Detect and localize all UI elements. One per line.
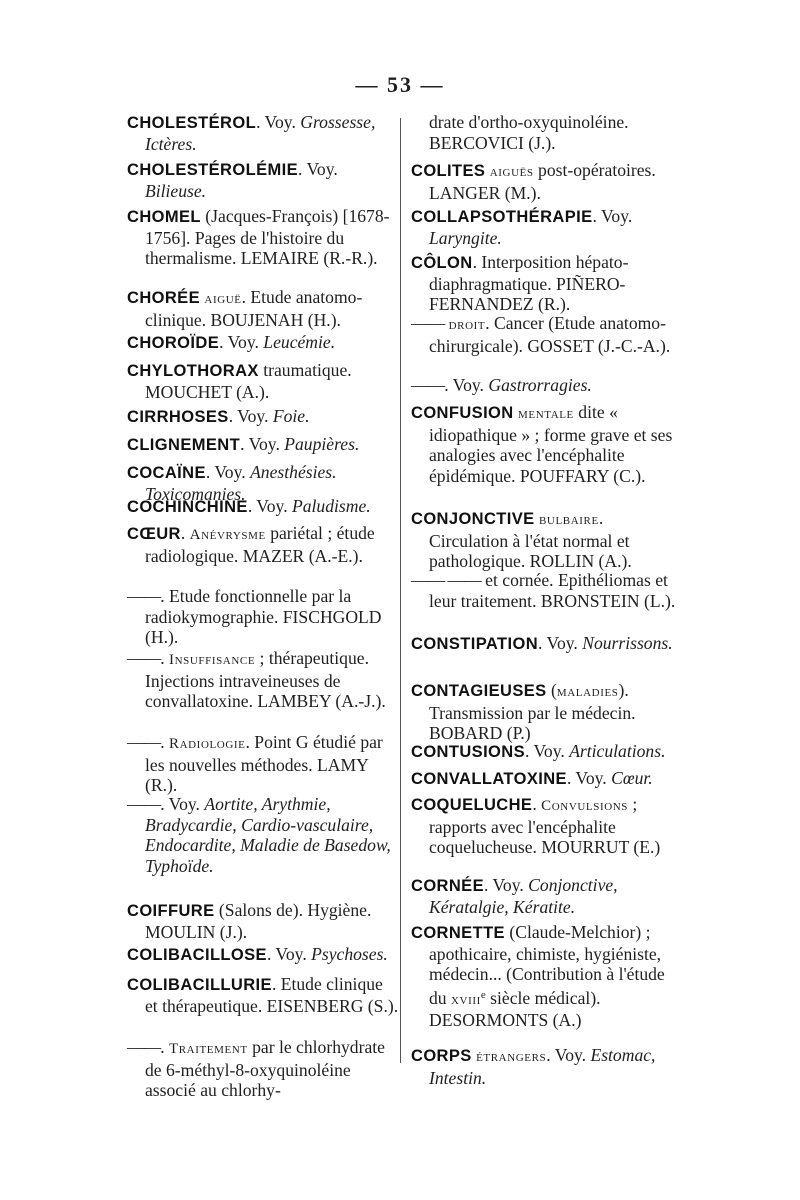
- entry-text: . Voy.: [160, 794, 205, 814]
- entry-text: . Interposition hépato-diaphragmatique. PIÑERO-FERNANDEZ (R.).: [429, 252, 629, 314]
- entry-heading: COCHINCHINE: [127, 498, 248, 516]
- entry-text: . Voy.: [298, 159, 338, 179]
- index-entry: [411, 570, 686, 611]
- entry-text: étrangers: [476, 1049, 547, 1065]
- entry-heading: CHOLESTÉROL: [127, 114, 257, 132]
- entry-heading: CHOMEL: [127, 208, 201, 226]
- entry-heading: CONFUSION: [411, 404, 514, 422]
- entry-text: par le chlorhydrate de 6-méthyl-8-oxyquinoléine associé au chlorhy-: [145, 1037, 385, 1100]
- entry-text: ——: [127, 732, 161, 752]
- index-entry: [411, 1045, 686, 1088]
- entry-heading: CLIGNEMENT: [127, 436, 241, 454]
- index-entry: [411, 160, 686, 203]
- entry-text: pariétal ; étude radiologique. MAZER (A.-E.).: [145, 523, 375, 566]
- entry-text: . Voy.: [484, 875, 529, 895]
- index-entry: [411, 633, 686, 655]
- entry-text: . Voy.: [205, 462, 251, 482]
- entry-text: aiguë: [204, 291, 242, 307]
- index-entry: [411, 741, 686, 763]
- entry-text: ——: [127, 648, 161, 668]
- entry-text: ——: [411, 313, 445, 333]
- entry-heading: CORPS: [411, 1047, 472, 1065]
- entry-text: . Voy.: [546, 1045, 591, 1065]
- entry-text: ——: [127, 586, 161, 606]
- entry-text: maladies: [556, 684, 619, 700]
- entry-text: . Etude clinique et thérapeutique. EISENBERG (S.).: [145, 974, 399, 1016]
- entry-text: droit: [448, 317, 486, 333]
- entry-text: . Voy.: [228, 406, 273, 426]
- entry-text: .: [160, 732, 169, 752]
- index-entry: [411, 375, 686, 396]
- index-entry: [127, 523, 399, 566]
- entry-heading: CONTUSIONS: [411, 743, 526, 761]
- entry-text: (: [546, 680, 557, 700]
- index-entry: [411, 768, 686, 790]
- entry-heading: CHOLESTÉROLÉMIE: [127, 161, 299, 179]
- entry-text: Radiologie: [168, 736, 246, 752]
- cross-reference: Nourrissons.: [582, 633, 673, 653]
- cross-reference: Anesthésies. Toxicomanies.: [145, 462, 337, 504]
- index-entry: [411, 313, 686, 356]
- entry-heading: CORNETTE: [411, 924, 505, 942]
- entry-heading: CŒUR: [127, 525, 181, 543]
- cross-reference: Foie.: [272, 406, 310, 426]
- entry-text: .: [532, 794, 542, 814]
- entry-text: . Voy.: [444, 375, 489, 395]
- index-entry: [411, 508, 686, 572]
- entry-text: post-opératoires. LANGER (M.).: [429, 160, 656, 203]
- entry-text: . Voy.: [219, 332, 264, 352]
- index-entry: [127, 900, 399, 942]
- entry-heading: CIRRHOSES: [127, 408, 229, 426]
- entry-heading: CONVALLATOXINE: [411, 770, 567, 788]
- entry-heading: CÔLON: [411, 254, 473, 272]
- index-entry: [127, 406, 399, 428]
- index-entry: [411, 402, 686, 486]
- entry-text: (Salons de). Hygiène. MOULIN (J.).: [145, 900, 372, 942]
- cross-reference: Gastrorragies.: [488, 375, 592, 395]
- entry-text: . Voy.: [256, 112, 301, 132]
- page-number: — 53 —: [355, 72, 445, 97]
- entry-text: . Cancer (Etude anatomo-chirurgicale). GOSSET (J.-C.-A.).: [429, 313, 671, 356]
- entry-text: ——: [411, 375, 445, 395]
- entry-heading: CONSTIPATION: [411, 635, 539, 653]
- cross-reference: Estomac, Intestin.: [429, 1045, 656, 1088]
- cross-reference: Aortite, Arythmie, Bradycardie, Cardio-vasculaire, Endocardite, Maladie de Basedow, Typhoïde.: [145, 794, 391, 876]
- entry-heading: CHOROÏDE: [127, 334, 220, 352]
- entry-heading: COLIBACILLOSE: [127, 946, 267, 964]
- entry-text: . Voy.: [247, 496, 292, 516]
- index-entry: [127, 332, 399, 354]
- entry-text: bulbaire: [539, 512, 599, 528]
- column-rule: [400, 118, 401, 1063]
- index-entry: [127, 206, 399, 269]
- entry-text: ; rapports avec l'encéphalite coquelucheuse. MOURRUT (E.): [429, 794, 661, 857]
- entry-text: (Claude-Melchior) ; apothicaire, chimiste, hygiéniste, médecin... (Contribution à l'étude du: [429, 922, 665, 1008]
- index-entry: [127, 360, 399, 402]
- entry-text: . Etude fonctionnelle par la radiokymographie. FISCHGOLD (H.).: [145, 586, 382, 647]
- entry-text: . Voy.: [240, 434, 285, 454]
- index-entry-continuation: [411, 112, 686, 153]
- index-entry: [127, 648, 399, 712]
- entry-text: . Voy.: [566, 768, 612, 788]
- cross-reference: Grossesse, Ictères.: [145, 112, 376, 154]
- cross-reference: Cœur.: [611, 768, 653, 788]
- cross-reference: Paupières.: [284, 434, 360, 454]
- entry-heading: COLITES: [411, 162, 486, 180]
- index-entry: [127, 112, 399, 154]
- entry-text: . Voy.: [525, 741, 570, 761]
- index-entry: [411, 875, 686, 917]
- index-entry: [127, 794, 399, 876]
- entry-text: Traitement: [168, 1041, 248, 1057]
- entry-heading: COLIBACILLURIE: [127, 976, 272, 994]
- index-entry: [411, 680, 686, 744]
- cross-reference: Bilieuse.: [145, 180, 207, 201]
- entry-heading: CONTAGIEUSES: [411, 682, 547, 700]
- index-entry: [411, 794, 686, 858]
- entry-text: traumatique. MOUCHET (A.).: [145, 360, 352, 402]
- entry-text: —— ——: [411, 570, 481, 590]
- entry-text: Anévrysme: [189, 527, 266, 543]
- entry-text: drate d'ortho-oxyquinoléine. BERCOVICI (J.).: [429, 112, 629, 153]
- entry-text: xviii: [451, 991, 481, 1008]
- index-entry: [411, 922, 686, 1031]
- index-entry: [411, 206, 686, 248]
- entry-text: . Point G étudié par les nouvelles méthodes. LAMY (R.).: [145, 732, 383, 795]
- entry-heading: CHYLOTHORAX: [127, 362, 259, 380]
- index-entry: [411, 252, 686, 315]
- index-entry: [127, 586, 399, 648]
- index-entry: [127, 944, 399, 966]
- entry-text: ——: [127, 1037, 161, 1057]
- cross-reference: Articulations.: [569, 741, 666, 761]
- index-entry: [127, 496, 399, 518]
- entry-text: .: [160, 648, 169, 668]
- entry-text: .: [180, 523, 190, 543]
- entry-text: aiguës: [489, 164, 534, 180]
- index-entry: [127, 732, 399, 796]
- entry-heading: CHORÉE: [127, 289, 200, 307]
- cross-reference: Psychoses.: [311, 944, 388, 964]
- index-entry: [127, 434, 399, 456]
- entry-text: .: [160, 1037, 169, 1057]
- entry-text: . Voy.: [538, 633, 583, 653]
- entry-text: dite « idiopathique » ; forme grave et ses analogies avec l'encéphalite épidémique. POUFFARY (C.).: [429, 402, 673, 486]
- cross-reference: Laryngite.: [429, 227, 502, 248]
- entry-text: siècle médical). DESORMONTS (A.): [429, 987, 601, 1030]
- entry-text: ——: [127, 794, 161, 814]
- entry-text: ). Transmission par le médecin. BOBARD (P.): [429, 680, 636, 743]
- entry-heading: COCAÏNE: [127, 464, 206, 482]
- cross-reference: Paludisme.: [292, 496, 371, 516]
- index-entry: [127, 1037, 399, 1101]
- index-entry: [127, 159, 399, 201]
- entry-text: mentale: [518, 406, 574, 422]
- entry-heading: COQUELUCHE: [411, 796, 533, 814]
- index-entry: [127, 974, 399, 1016]
- entry-heading: COLLAPSOTHÉRAPIE: [411, 208, 593, 226]
- entry-text: . Voy.: [266, 944, 312, 964]
- cross-reference: Conjonctive, Kératalgie, Kératite.: [429, 875, 618, 917]
- entry-heading: COIFFURE: [127, 902, 215, 920]
- entry-text: Insuffisance: [168, 652, 256, 668]
- entry-heading: CORNÉE: [411, 877, 484, 895]
- entry-text: . Etude anatomo-clinique. BOUJENAH (H.).: [145, 287, 363, 330]
- entry-text: . Voy.: [592, 206, 633, 226]
- entry-text: e: [480, 988, 486, 1001]
- entry-text: . Circulation à l'état normal et pathologique. ROLLIN (A.).: [429, 508, 632, 571]
- entry-text: Convulsions: [541, 798, 629, 814]
- entry-text: ; thérapeutique. Injections intraveineuses de convallatoxine. LAMBEY (A.-J.).: [145, 648, 386, 711]
- index-entry: [127, 287, 399, 330]
- entry-text: et cornée. Epithéliomas et leur traitement. BRONSTEIN (L.).: [429, 570, 676, 611]
- cross-reference: Leucémie.: [263, 332, 336, 352]
- entry-heading: CONJONCTIVE: [411, 510, 535, 528]
- entry-text: (Jacques-François) [1678-1756]. Pages de l'histoire du thermalisme. LEMAIRE (R.-R.).: [145, 206, 390, 268]
